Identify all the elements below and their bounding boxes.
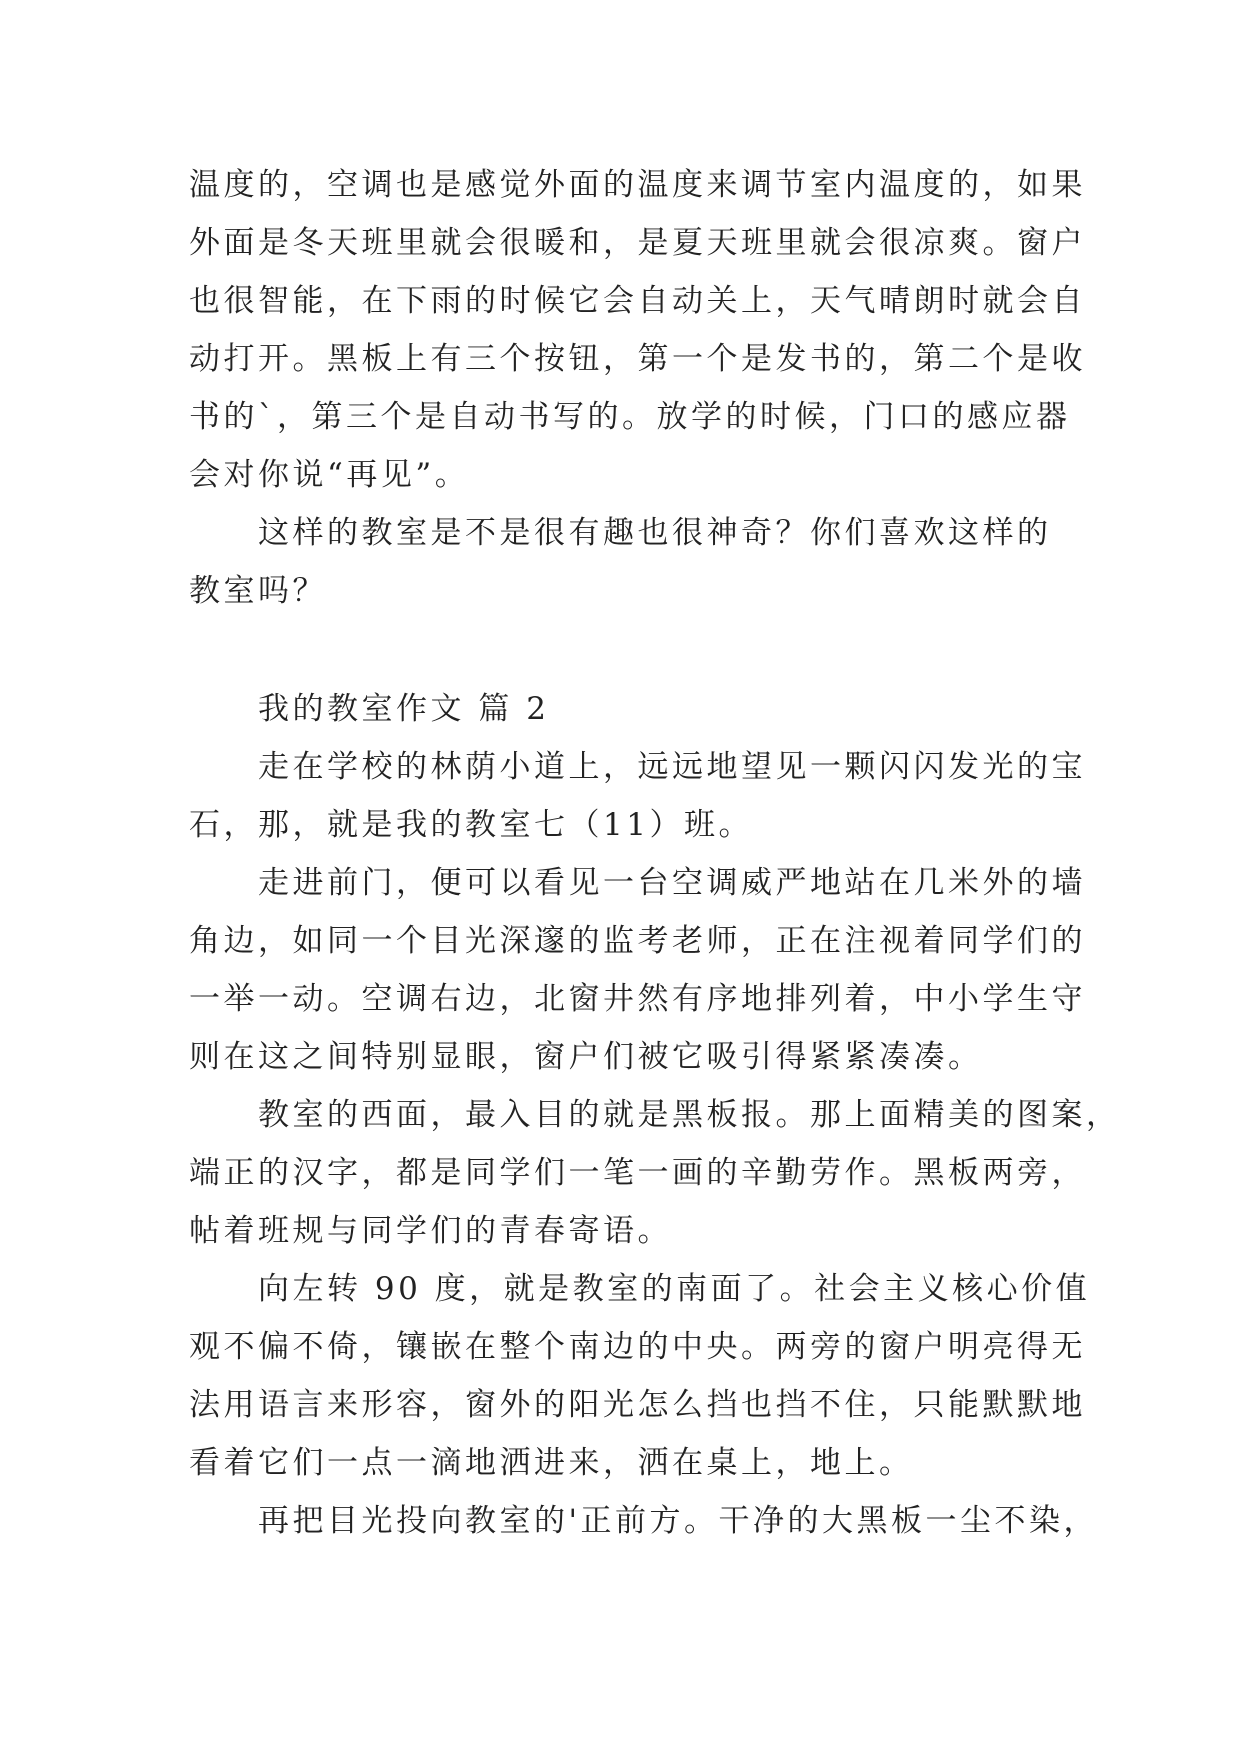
text-line: 动打开。黑板上有三个按钮，第一个是发书的，第二个是收: [189, 341, 1086, 377]
text-line: 角边，如同一个目光深邃的监考老师，正在注视着同学们的: [189, 923, 1086, 959]
text-line: 走在学校的林荫小道上，远远地望见一颗闪闪发光的宝: [258, 749, 1086, 785]
text-line: 教室的西面，最入目的就是黑板报。那上面精美的图案，: [258, 1097, 1121, 1133]
text-line: 帖着班规与同学们的青春寄语。: [189, 1213, 672, 1249]
text-line: 向左转 90 度，就是教室的南面了。社会主义核心价值: [258, 1271, 1091, 1307]
text-line: 教室吗？: [189, 573, 327, 609]
text-line: 看着它们一点一滴地洒进来，洒在桌上，地上。: [189, 1445, 914, 1481]
text-line: 走进前门，便可以看见一台空调威严地站在几米外的墙: [258, 865, 1086, 901]
text-line: 会对你说“再见”。: [189, 457, 470, 493]
text-line: 也很智能，在下雨的时候它会自动关上，天气晴朗时就会自: [189, 283, 1086, 319]
text-line: 一举一动。空调右边，北窗井然有序地排列着，中小学生守: [189, 981, 1086, 1017]
text-line: 则在这之间特别显眼，窗户们被它吸引得紧紧凑凑。: [189, 1039, 983, 1075]
text-line: 这样的教室是不是很有趣也很神奇？你们喜欢这样的: [258, 515, 1052, 551]
text-line: 外面是冬天班里就会很暖和，是夏天班里就会很凉爽。窗户: [189, 225, 1086, 261]
text-line: 石，那，就是我的教室七（11）班。: [189, 807, 753, 843]
text-line: 再把目光投向教室的'正前方。干净的大黑板一尘不染，: [258, 1503, 1099, 1539]
text-line: 书的`，第三个是自动书写的。放学的时候，门口的感应器: [189, 399, 1071, 435]
text-line: 法用语言来形容，窗外的阳光怎么挡也挡不住，只能默默地: [189, 1387, 1086, 1423]
section-heading: 我的教室作文 篇 2: [258, 691, 550, 727]
text-line: 观不偏不倚，镶嵌在整个南边的中央。两旁的窗户明亮得无: [189, 1329, 1086, 1365]
text-line: 端正的汉字，都是同学们一笔一画的辛勤劳作。黑板两旁，: [189, 1155, 1086, 1191]
text-line: 温度的，空调也是感觉外面的温度来调节室内温度的，如果: [189, 167, 1086, 203]
